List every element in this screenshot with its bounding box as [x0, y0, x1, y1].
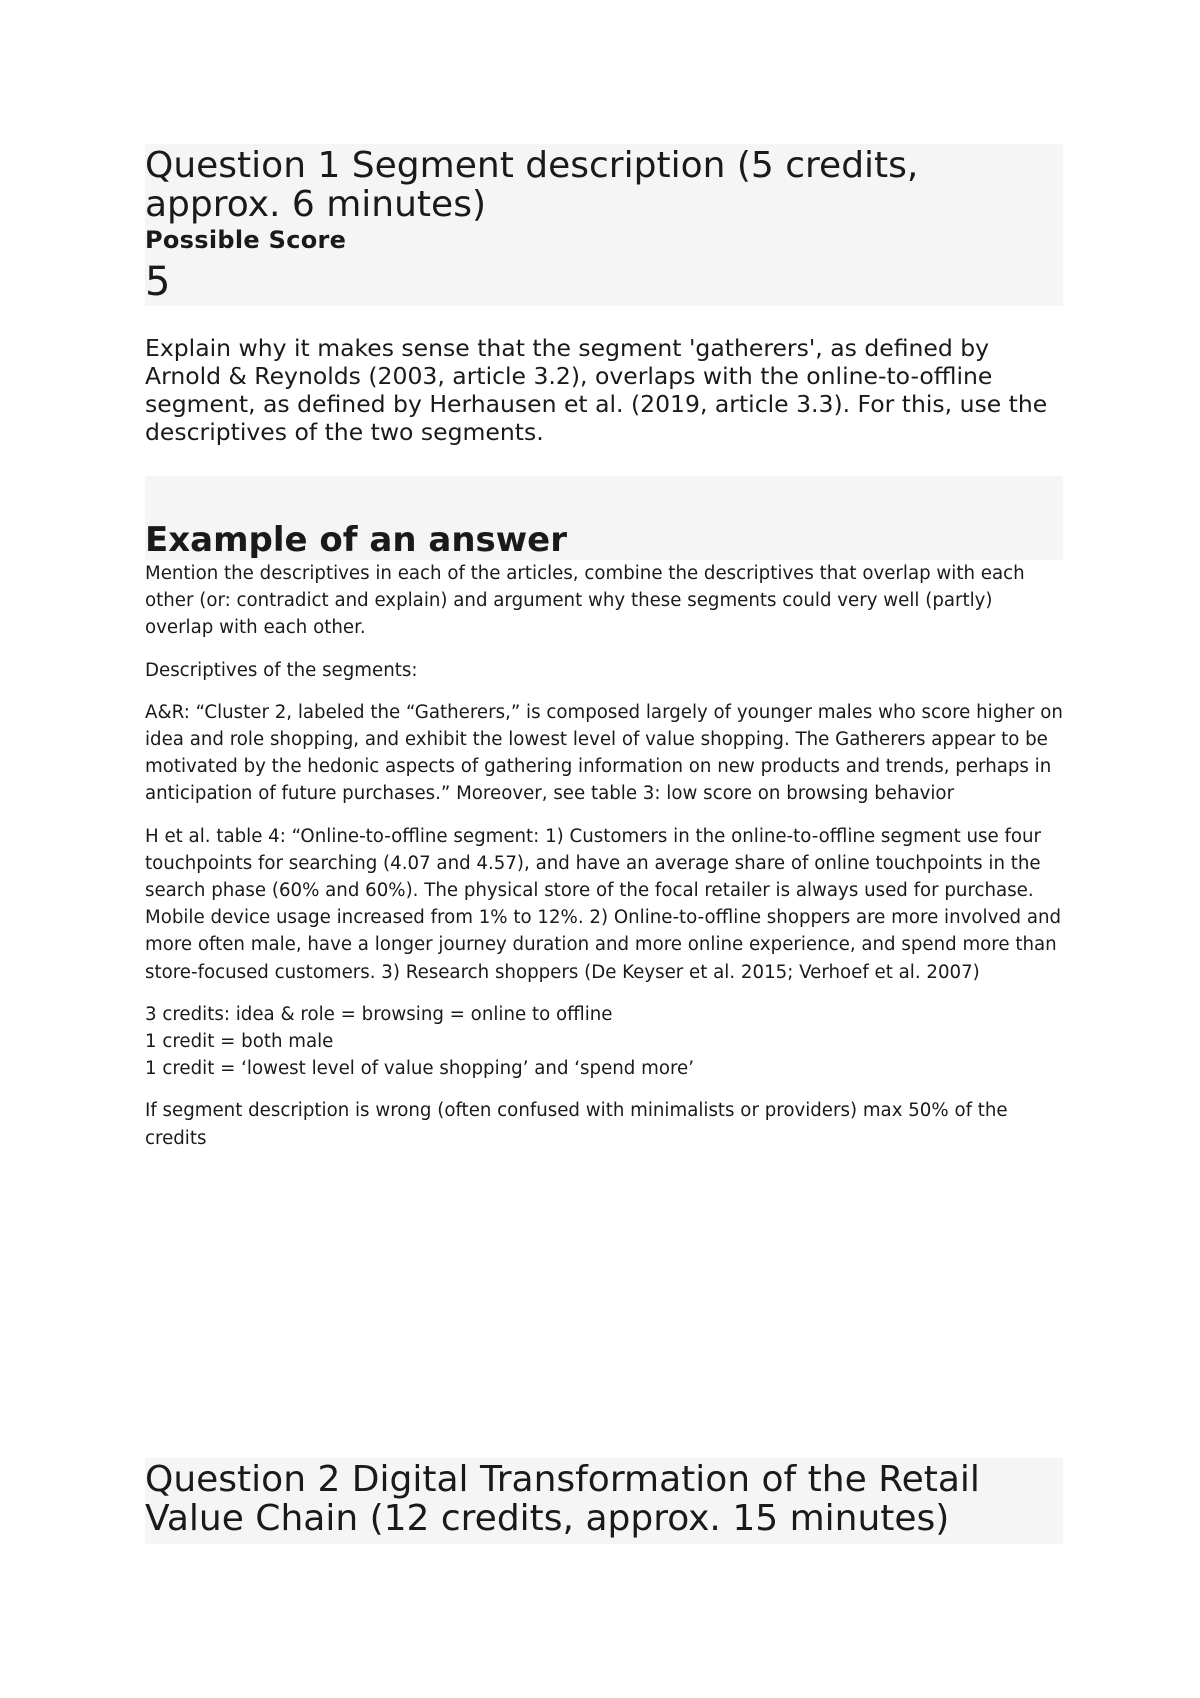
question-1-header [145, 144, 1063, 306]
example-heading: Example of an answer [145, 520, 568, 560]
answer-intro: Mention the descriptives in each of the articles, combine the descriptives that overlap with each other (or: contradict and explain) and argument why these segments could very well (partly) overlap with each other. [145, 563, 1025, 639]
example-answer-body [145, 560, 1065, 1167]
example-heading-block [145, 476, 1063, 560]
credits-list [145, 1001, 1065, 1083]
possible-score-value: 5 [145, 259, 171, 305]
question-2-title: Question 2 Digital Transformation of the Retail Value Chain (12 credits, approx. 15 minutes) [145, 1459, 980, 1539]
credit-item: 1 credit = both male [145, 1031, 334, 1053]
h-quote: H et al. table 4: “Online-to-offline segment: 1) Customers in the online-to-offline segment use four touchpoints for searching (4.07 and 4.57), and have an average share of online touchpoints in the search phase (60% and 60%). The physical store of the focal retailer is always used for purchase. Mobile device usage increased from 1% to 12%. 2) Online-to-offline shoppers are more involved and more often male, have a longer journey duration and more online experience, and spend more than store-focused customers. 3) Research shoppers (De Keyser et al. 2015; Verhoef et al. 2007) [145, 825, 1062, 983]
credit-item: 1 credit = ‘lowest level of value shopping’ and ‘spend more’ [145, 1058, 695, 1080]
descriptives-label: Descriptives of the segments: [145, 659, 418, 681]
question-1-prompt: Explain why it makes sense that the segment 'gatherers', as defined by Arnold & Reynolds (2003, article 3.2), overlaps with the online-to-offline segment, as defined by Herhausen et al. (2019, article 3.3). For this, use the descriptives of the two segments. [145, 334, 1048, 446]
penalty-note: If segment description is wrong (often confused with minimalists or providers) max 50% of the credits [145, 1100, 1008, 1149]
question-1-title: Question 1 Segment description (5 credits, approx. 6 minutes) [145, 145, 919, 225]
question-2-header [145, 1458, 1063, 1544]
ar-quote: A&R: “Cluster 2, labeled the “Gatherers,” is composed largely of younger males who score higher on idea and role shopping, and exhibit the lowest level of value shopping. The Gatherers appear to be motivated by the hedonic aspects of gathering information on new products and trends, perhaps in anticipation of future purchases.” Moreover, see table 3: low score on browsing behavior [145, 701, 1063, 805]
possible-score-label: Possible Score [145, 226, 347, 254]
credit-item: 3 credits: idea & role = browsing = online to offline [145, 1003, 613, 1025]
